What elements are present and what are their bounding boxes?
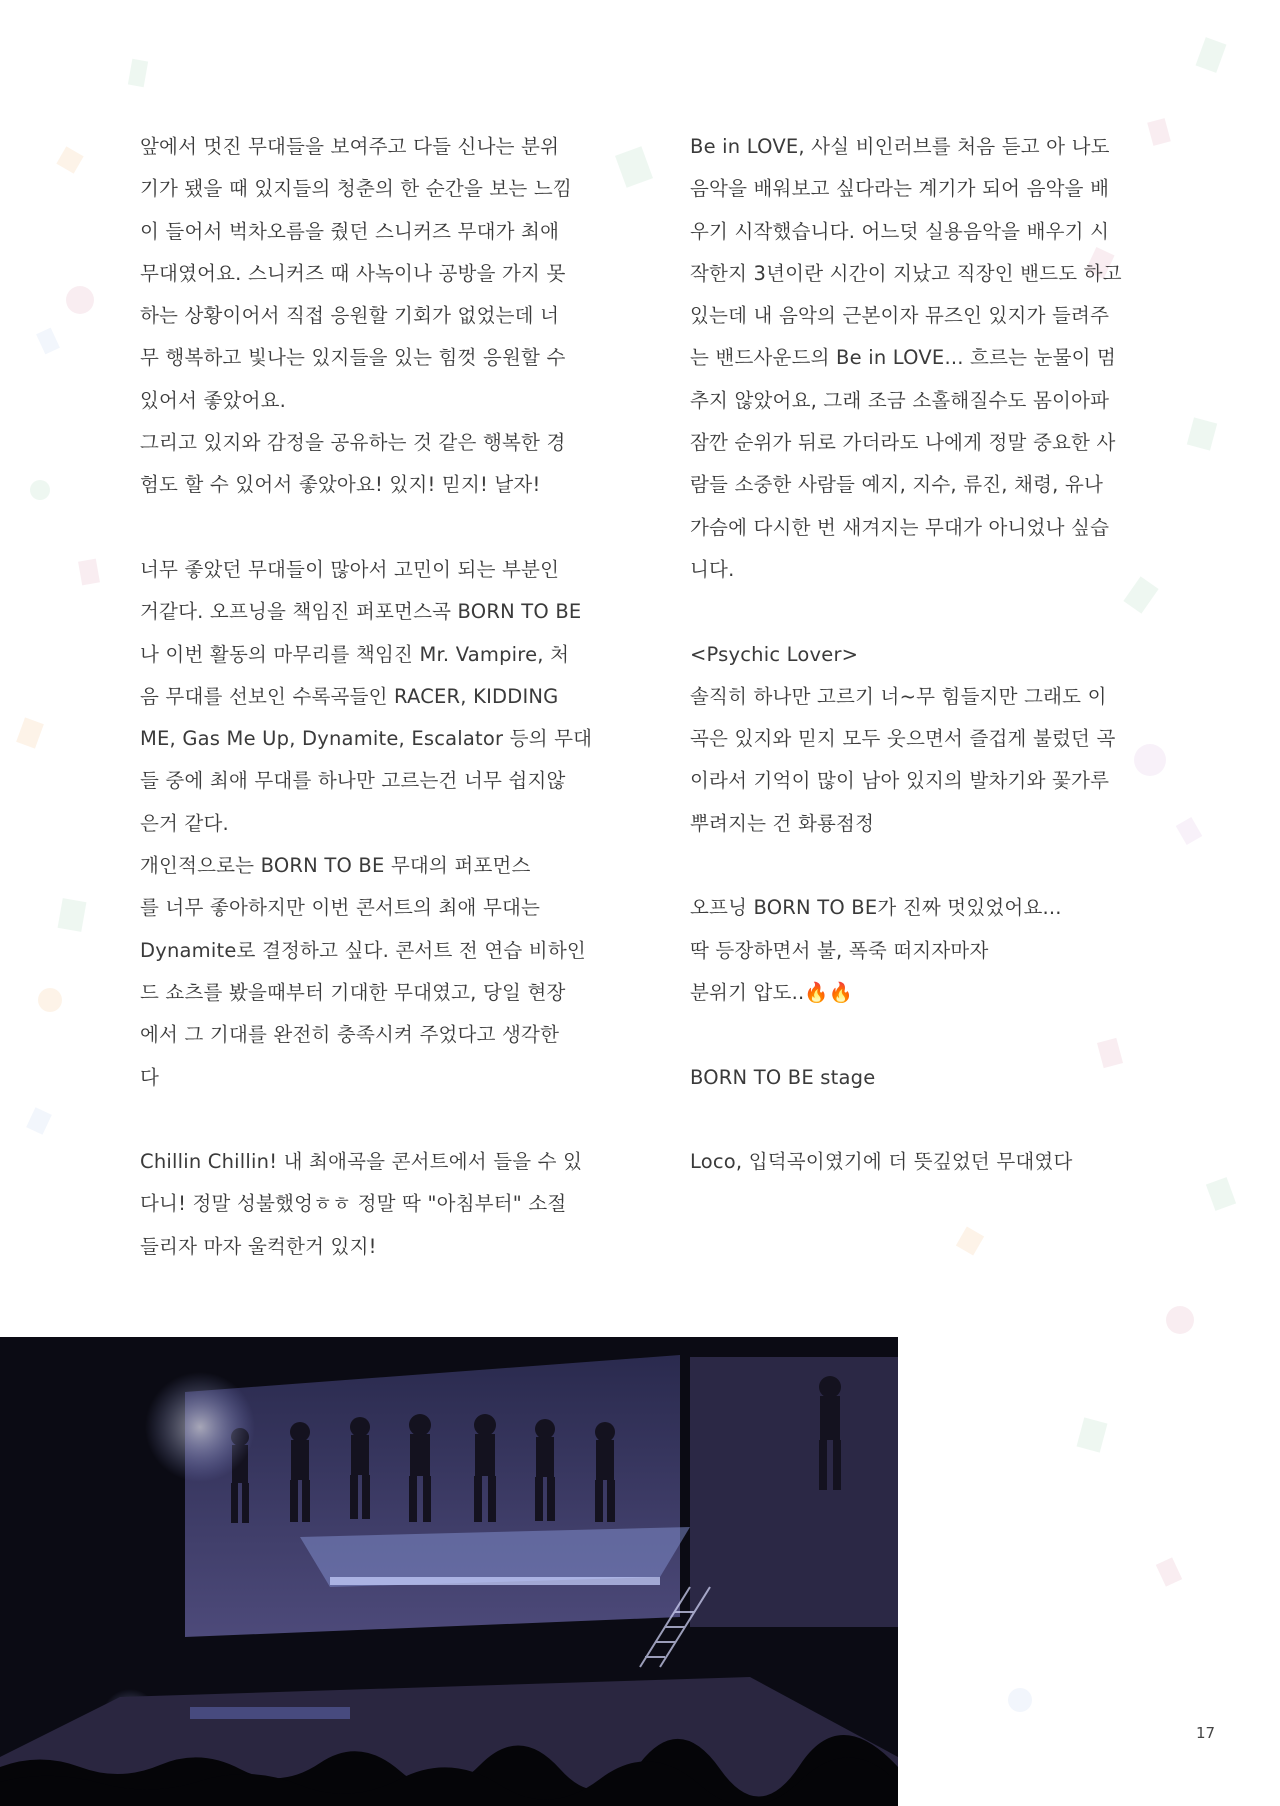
text-line: ME, Gas Me Up, Dynamite, Escalator 등의 무대 — [140, 727, 593, 751]
text-line: 들리자 마자 울컥한거 있지! — [140, 1234, 377, 1258]
concert-stage-photo — [0, 1337, 898, 1806]
text-line: 를 너무 좋아하지만 이번 콘서트의 최애 무대는 — [140, 896, 541, 920]
text-line: 음악을 배워보고 싶다라는 계기가 되어 음악을 배 — [690, 177, 1110, 201]
text-line: 험도 할 수 있어서 좋았아요! 있지! 믿지! 날자! — [140, 473, 541, 497]
blank-line — [690, 591, 1142, 633]
text-line: Dynamite로 결정하고 싶다. 콘서트 전 연습 비하인 — [140, 938, 586, 962]
text-line: 나 이번 활동의 마무리를 책임진 Mr. Vampire, 처 — [140, 642, 570, 666]
paragraph — [140, 126, 592, 549]
text-line: 거같다. 오프닝을 책임진 퍼포먼스곡 BORN TO BE — [140, 600, 582, 624]
text-line: Chillin Chillin! 내 최애곡을 콘서트에서 들을 수 있 — [140, 1150, 583, 1174]
text-line: 기가 됐을 때 있지들의 청춘의 한 순간을 보는 느낌 — [140, 177, 572, 201]
text-line: 있어서 좋았어요. — [140, 388, 287, 412]
right-text-column — [690, 126, 1142, 1183]
text-line: 추지 않았어요, 그래 조금 소홀해질수도 몸이아파 — [690, 388, 1110, 412]
paragraph — [690, 1057, 1142, 1142]
text-line: 잠깐 순위가 뒤로 가더라도 나에게 정말 중요한 사 — [690, 431, 1116, 455]
blank-line — [690, 1099, 1142, 1141]
text-line: 뿌려지는 건 화룡점정 — [690, 811, 875, 835]
text-line: 무 행복하고 빛나는 있지들을 있는 힘껏 응원할 수 — [140, 346, 566, 370]
text-line: 는 밴드사운드의 Be in LOVE... 흐르는 눈물이 멈 — [690, 346, 1117, 370]
text-line: 오프닝 BORN TO BE가 진짜 멋있었어요... — [690, 896, 1062, 920]
paragraph — [690, 634, 1142, 888]
text-line: 무대였어요. 스니커즈 때 사녹이나 공방을 가지 못 — [140, 261, 566, 285]
text-line: 딱 등장하면서 불, 폭죽 떠지자마자 — [690, 938, 989, 962]
paragraph — [690, 1141, 1142, 1183]
paragraph — [140, 549, 592, 1141]
text-line: 들 중에 최애 무대를 하나만 고르는건 너무 쉽지않 — [140, 769, 566, 793]
text-line: 람들 소중한 사람들 예지, 지수, 류진, 채령, 유나 — [690, 473, 1104, 497]
text-line: 이라서 기억이 많이 남아 있지의 발차기와 꽃가루 — [690, 769, 1110, 793]
text-line: 있는데 내 음악의 근본이자 뮤즈인 있지가 들려주 — [690, 304, 1110, 328]
text-line: 드 쇼츠를 봤을때부터 기대한 무대였고, 당일 현장 — [140, 980, 566, 1004]
text-line: 음 무대를 선보인 수록곡들인 RACER, KIDDING — [140, 684, 559, 708]
text-line: 개인적으로는 BORN TO BE 무대의 퍼포먼스 — [140, 854, 531, 878]
song-title: <Psychic Lover> — [690, 642, 859, 666]
page-number: 17 — [1196, 1724, 1216, 1742]
text-line: 곡은 있지와 믿지 모두 웃으면서 즐겁게 불렀던 곡 — [690, 727, 1116, 751]
text-line: 우기 시작했습니다. 어느덧 실용음악을 배우기 시 — [690, 219, 1110, 243]
paragraph — [690, 887, 1142, 1056]
text-line: 이 들어서 벅차오름을 줬던 스니커즈 무대가 최애 — [140, 219, 560, 243]
text-line: 에서 그 기대를 완전히 충족시켜 주었다고 생각한 — [140, 1023, 560, 1047]
blank-line — [140, 507, 592, 549]
blank-line — [140, 1099, 592, 1141]
text-line: 작한지 3년이란 시간이 지났고 직장인 밴드도 하고 — [690, 261, 1122, 285]
text-line: 앞에서 멋진 무대들을 보여주고 다들 신나는 분위 — [140, 135, 560, 158]
blank-line — [690, 1014, 1142, 1056]
text-line: 다 — [140, 1065, 160, 1089]
text-line: 가슴에 다시한 번 새겨지는 무대가 아니었나 싶습 — [690, 515, 1110, 539]
text-line: Loco, 입덕곡이였기에 더 뜻깊었던 무대였다 — [690, 1150, 1073, 1174]
text-line: 솔직히 하나만 고르기 너~무 힘들지만 그래도 이 — [690, 684, 1107, 708]
text-line: Be in LOVE, 사실 비인러브를 처음 듣고 아 나도 — [690, 135, 1110, 158]
text-line: 다니! 정말 성불했엉ㅎㅎ 정말 딱 "아침부터" 소절 — [140, 1192, 567, 1216]
paragraph — [690, 126, 1142, 634]
text-line: 분위기 압도..🔥🔥 — [690, 980, 854, 1004]
text-line: 너무 좋았던 무대들이 많아서 고민이 되는 부분인 — [140, 557, 560, 581]
left-text-column — [140, 126, 592, 1268]
text-line: BORN TO BE stage — [690, 1065, 876, 1089]
text-line: 하는 상황이어서 직접 응원할 기회가 없었는데 너 — [140, 304, 560, 328]
text-line: 니다. — [690, 557, 735, 581]
text-line: 은거 같다. — [140, 811, 229, 835]
text-line: 그리고 있지와 감정을 공유하는 것 같은 행복한 경 — [140, 431, 566, 455]
blank-line — [690, 845, 1142, 887]
paragraph — [140, 1141, 592, 1268]
